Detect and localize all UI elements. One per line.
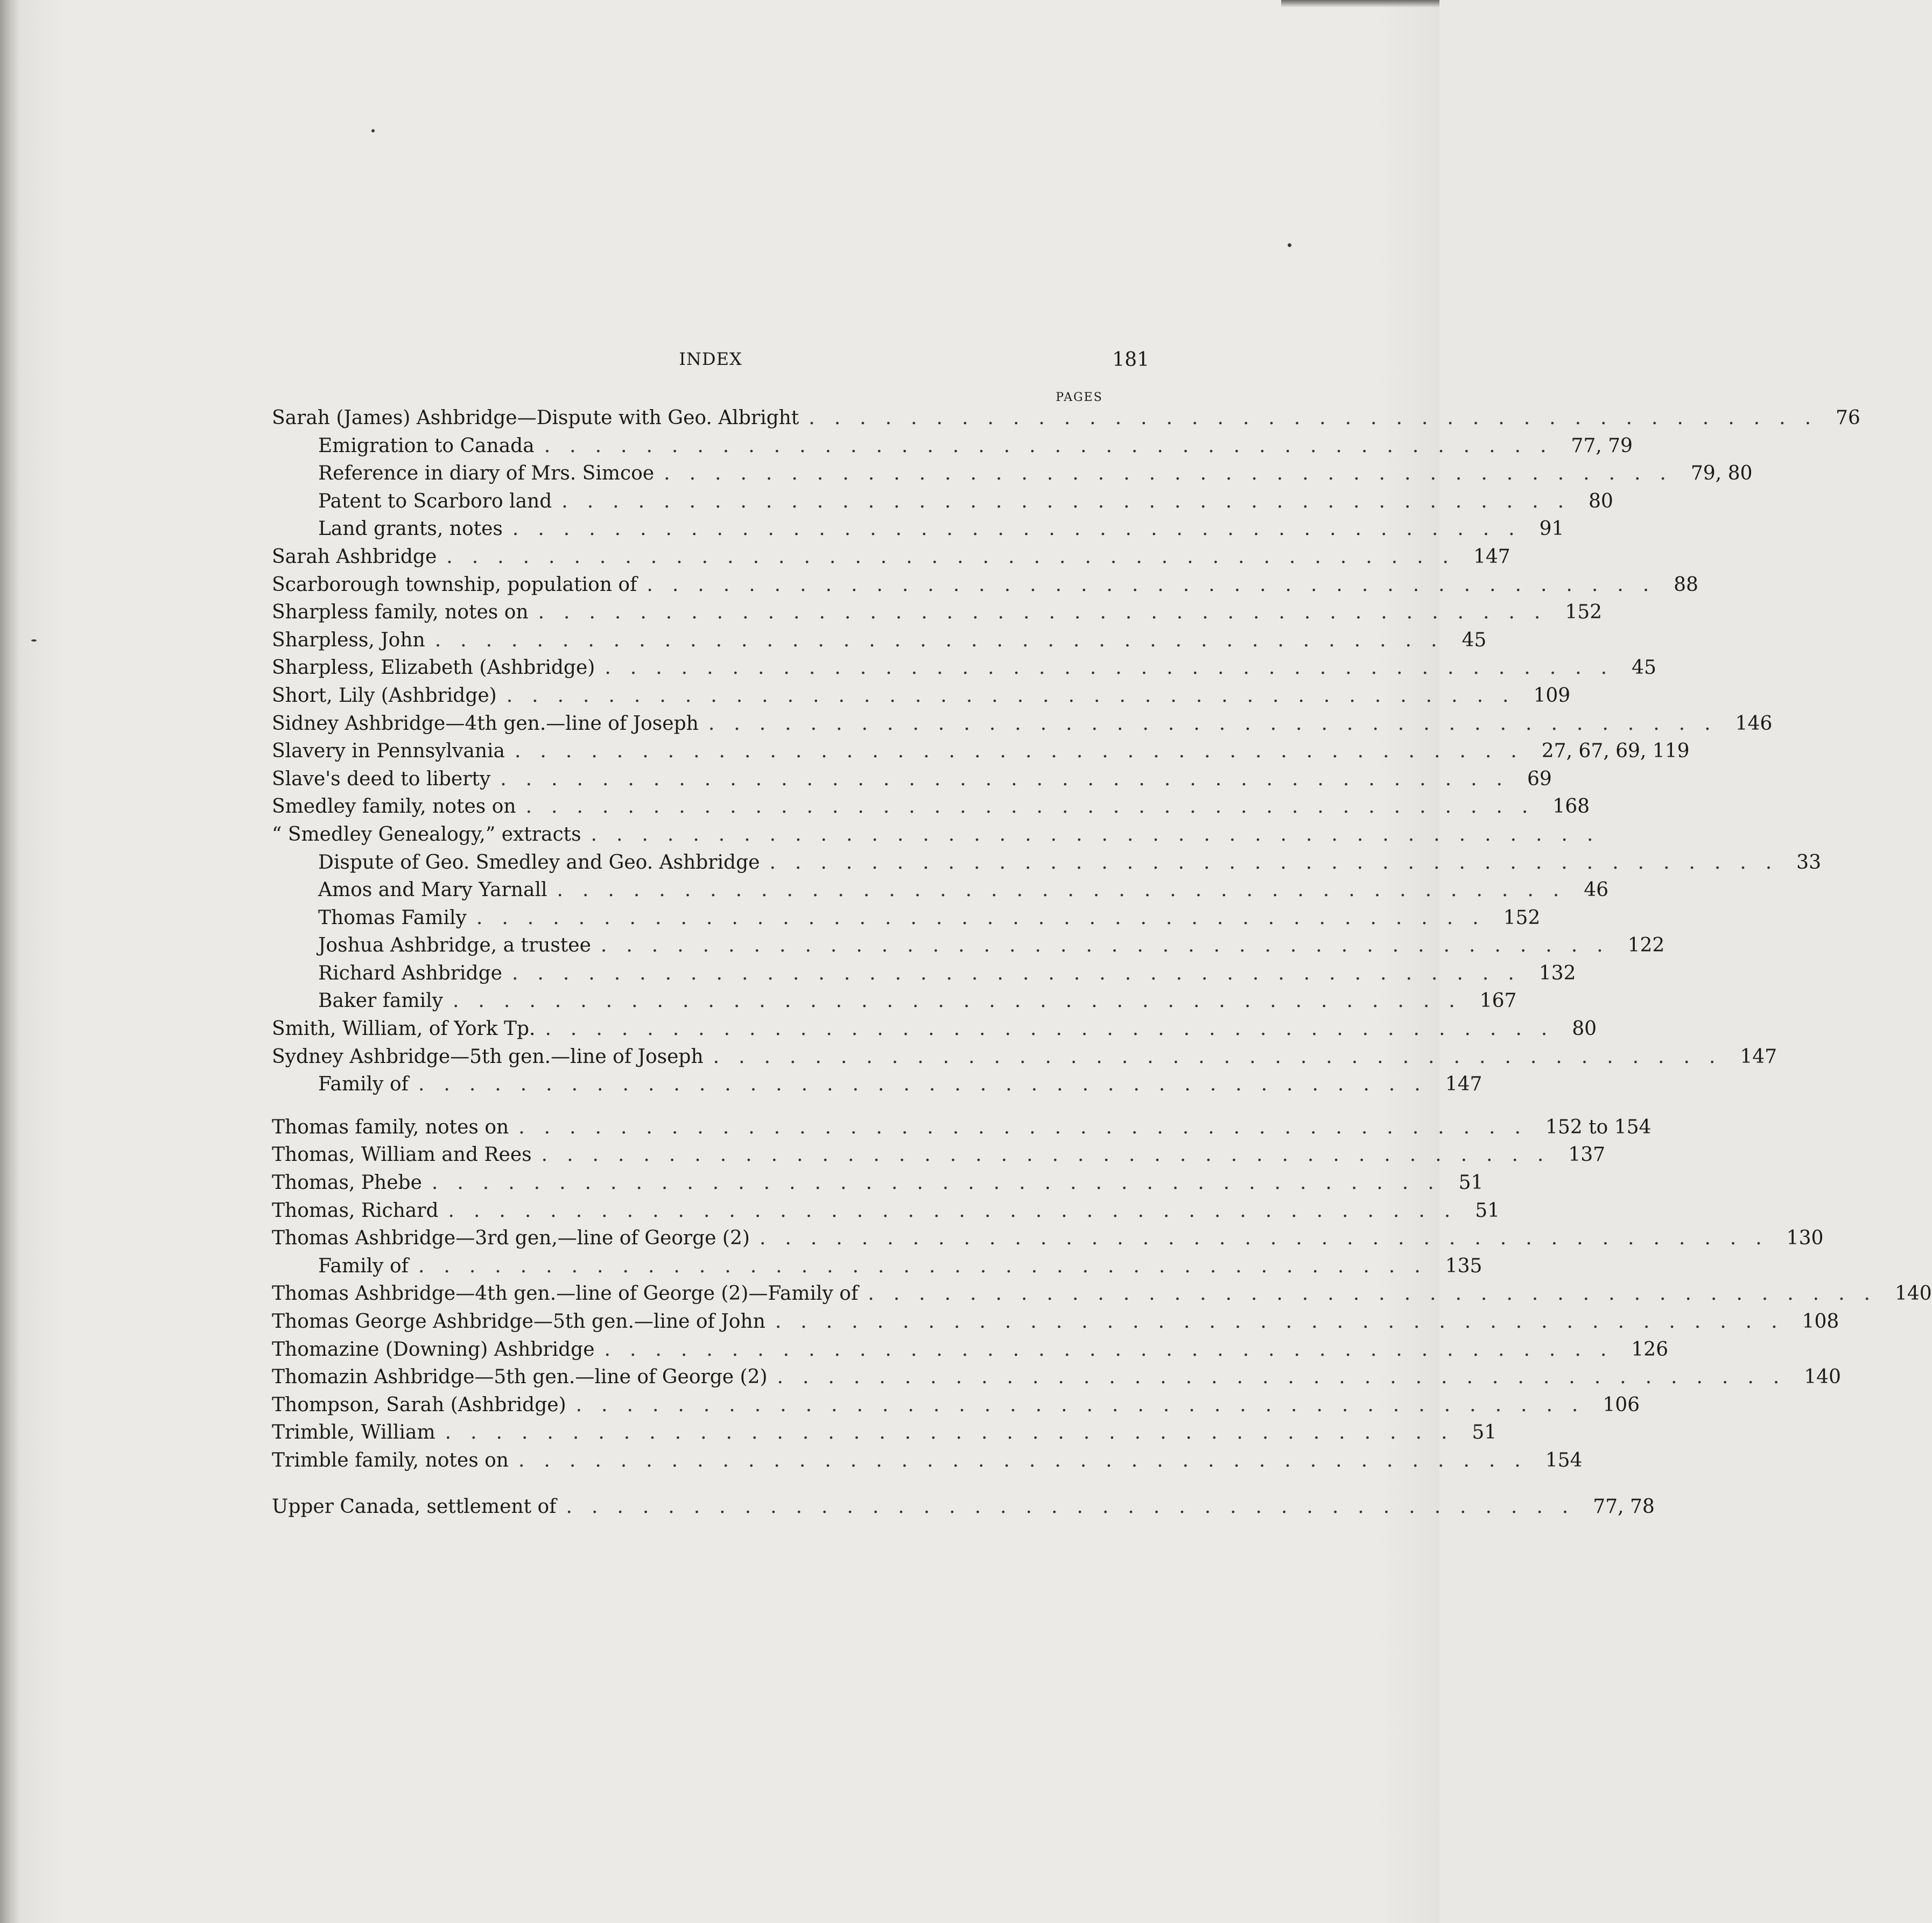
dot-leader: ........................................: [775, 1311, 1797, 1333]
dot-leader: ........................................: [708, 712, 1730, 735]
dot-leader: ........................................: [604, 1338, 1626, 1361]
index-entry: [272, 1045, 1778, 1074]
index-subentry: [272, 990, 1517, 1018]
dot-leader: ........................................: [575, 1393, 1598, 1416]
dot-leader: ........................................: [518, 1116, 1540, 1138]
entry-pages: 51: [1458, 1172, 1484, 1194]
dot-leader: ........................................: [591, 823, 1613, 846]
entry-label: Amos and Mary Yarnall: [318, 879, 547, 901]
entry-pages: 146: [1735, 712, 1773, 735]
dot-leader: ........................................: [431, 1172, 1453, 1194]
dot-leader: ........................................: [448, 1199, 1470, 1222]
index-entry: [272, 1227, 1824, 1255]
index-entries: [272, 407, 1932, 1523]
index-entry: [272, 657, 1656, 685]
dot-leader: ........................................: [809, 407, 1831, 429]
entry-pages: 27, 67, 69, 119: [1541, 740, 1690, 763]
section-gap: [272, 1101, 1149, 1116]
index-entry: [272, 545, 1511, 574]
dot-leader: ........................................: [777, 1366, 1799, 1389]
index-subentry: [272, 962, 1576, 990]
dot-leader: ........................................: [557, 879, 1579, 901]
entry-label: Thomas, Phebe: [272, 1172, 422, 1194]
running-header: [272, 349, 1149, 381]
dot-leader: ........................................: [511, 962, 1534, 984]
index-subentry: [272, 1255, 1483, 1283]
entry-pages: 147: [1740, 1045, 1778, 1068]
dot-leader: ........................................: [544, 434, 1566, 457]
index-subentry: [272, 879, 1609, 907]
pages-column-label: PAGES: [1056, 391, 1103, 404]
entry-label: Thomas Ashbridge—3rd gen,—line of George (2): [272, 1227, 750, 1250]
dot-leader: ........................................: [518, 1449, 1540, 1471]
index-subentry: [272, 1073, 1483, 1101]
speck-mark: [1288, 243, 1291, 247]
section-gap: [272, 1477, 1149, 1496]
entry-label: Dispute of Geo. Smedley and Geo. Ashbridge: [318, 851, 760, 874]
dot-leader: ........................................: [525, 795, 1548, 818]
entry-pages: 140: [1895, 1283, 1932, 1305]
entry-label: “ Smedley Genealogy,” extracts: [272, 823, 581, 846]
index-entry: [272, 1144, 1606, 1172]
entry-label: Slavery in Pennsylvania: [272, 740, 505, 763]
dot-leader: ........................................: [512, 518, 1534, 540]
index-entry: [272, 1283, 1932, 1311]
entry-pages: 33: [1796, 851, 1821, 874]
index-entry: [272, 1366, 1841, 1394]
entry-label: Sharpless family, notes on: [272, 601, 529, 624]
dot-leader: ........................................: [605, 657, 1627, 679]
entry-pages: 45: [1632, 657, 1656, 679]
entry-pages: 46: [1584, 879, 1609, 901]
dot-leader: ........................................: [759, 1227, 1781, 1250]
entry-label: Thomas family, notes on: [272, 1116, 509, 1138]
page-top-edge: [1281, 0, 1439, 8]
index-subentry: [272, 462, 1753, 490]
entry-label: Thomas Family: [318, 906, 467, 929]
dot-leader: ........................................: [769, 851, 1792, 874]
index-entry: [272, 1018, 1597, 1046]
entry-label: Sarah (James) Ashbridge—Dispute with Geo. Albright: [272, 407, 799, 429]
entry-pages: 137: [1568, 1144, 1606, 1166]
entry-label: Trimble family, notes on: [272, 1449, 509, 1471]
speck-mark: [371, 129, 375, 132]
entry-label: Baker family: [318, 990, 443, 1012]
entry-label: Family of: [318, 1255, 409, 1277]
entry-label: Upper Canada, settlement of: [272, 1495, 557, 1518]
entry-pages: 79, 80: [1690, 462, 1753, 485]
entry-pages: 154: [1545, 1449, 1583, 1471]
dot-leader: ........................................: [664, 462, 1685, 485]
index-entry: [272, 795, 1590, 823]
dot-leader: ........................................: [506, 684, 1528, 707]
entry-label: Richard Ashbridge: [318, 962, 502, 984]
entry-pages: 135: [1445, 1255, 1483, 1277]
entry-label: Thomas, William and Rees: [272, 1144, 532, 1166]
entry-label: Family of: [318, 1073, 409, 1096]
index-entry: [272, 1495, 1655, 1524]
entry-pages: 122: [1627, 934, 1665, 957]
entry-pages: 51: [1475, 1199, 1500, 1222]
entry-label: Thomas Ashbridge—4th gen.—line of George (2)—Family of: [272, 1283, 859, 1305]
entry-label: Short, Lily (Ashbridge): [272, 684, 497, 707]
index-entry: [272, 1449, 1583, 1477]
entry-pages: 152: [1565, 601, 1603, 624]
dot-leader: ........................................: [561, 490, 1584, 512]
entry-pages: 80: [1572, 1018, 1597, 1040]
entry-pages: 152 to 154: [1545, 1116, 1652, 1138]
index-subentry: [272, 934, 1665, 962]
dot-leader: ........................................: [566, 1495, 1588, 1518]
entry-pages: 91: [1539, 518, 1564, 540]
index-entry: [272, 684, 1571, 713]
entry-label: Thompson, Sarah (Ashbridge): [272, 1393, 566, 1416]
index-subentry: [272, 518, 1564, 546]
entry-pages: 126: [1631, 1338, 1668, 1361]
dot-leader: ........................................: [600, 934, 1622, 957]
dot-leader: ........................................: [541, 1144, 1563, 1166]
entry-label: Thomazine (Downing) Ashbridge: [272, 1338, 595, 1361]
index-entry: [272, 573, 1698, 602]
index-entry: [272, 1421, 1497, 1449]
index-entry: [272, 1338, 1668, 1366]
dot-leader: ........................................: [514, 740, 1536, 763]
entry-label: Sarah Ashbridge: [272, 545, 437, 568]
dot-leader: ........................................: [434, 629, 1457, 651]
entry-pages: 130: [1786, 1227, 1824, 1250]
index-entry: [272, 740, 1690, 768]
entry-pages: 152: [1503, 906, 1541, 929]
entry-label: Joshua Ashbridge, a trustee: [318, 934, 591, 957]
dot-leader: ........................................: [418, 1073, 1440, 1096]
entry-label: Sidney Ashbridge—4th gen.—line of Joseph: [272, 712, 699, 735]
index-entry: [272, 712, 1773, 741]
index-entry: [272, 1172, 1484, 1200]
index-entry: [272, 1199, 1500, 1228]
entry-label: Patent to Scarboro land: [318, 490, 552, 512]
entry-label: Thomazin Ashbridge—5th gen.—line of George (2): [272, 1366, 768, 1389]
entry-pages: 76: [1836, 407, 1860, 429]
entry-label: Emigration to Canada: [318, 434, 535, 457]
entry-label: Sharpless, Elizabeth (Ashbridge): [272, 657, 595, 679]
index-entry: [272, 823, 1613, 851]
entry-pages: 80: [1589, 490, 1613, 512]
index-entry: [272, 1116, 1652, 1144]
entry-pages: 77, 79: [1571, 434, 1633, 457]
dot-leader: ........................................: [868, 1283, 1889, 1305]
dot-leader: ........................................: [446, 545, 1468, 568]
dot-leader: ........................................: [445, 1421, 1467, 1444]
index-subentry: [272, 906, 1541, 935]
entry-pages: 51: [1472, 1421, 1497, 1444]
index-entry: [272, 601, 1603, 629]
entry-pages: 69: [1527, 767, 1552, 790]
dot-leader: ........................................: [545, 1018, 1567, 1040]
entry-label: Sydney Ashbridge—5th gen.—line of Joseph: [272, 1045, 704, 1068]
entry-pages: 147: [1473, 545, 1511, 568]
entry-label: Thomas, Richard: [272, 1199, 439, 1222]
entry-label: Smedley family, notes on: [272, 795, 516, 818]
entry-label: Sharpless, John: [272, 629, 425, 651]
dot-leader: ........................................: [418, 1255, 1440, 1277]
entry-pages: 45: [1462, 629, 1487, 651]
entry-pages: 108: [1802, 1311, 1839, 1333]
index-entry: [272, 1393, 1640, 1422]
index-entry: [272, 1311, 1839, 1339]
entry-label: Scarborough township, population of: [272, 573, 637, 596]
dot-leader: ........................................: [538, 601, 1560, 624]
entry-label: Smith, William, of York Tp.: [272, 1018, 536, 1040]
entry-label: Trimble, William: [272, 1421, 435, 1444]
page-binding-shadow: [0, 0, 18, 1923]
entry-label: Reference in diary of Mrs. Simcoe: [318, 462, 655, 485]
index-subentry: [272, 434, 1633, 463]
index-entry: [272, 767, 1552, 796]
entry-pages: 132: [1538, 962, 1576, 984]
entry-pages: 140: [1804, 1366, 1841, 1389]
entry-pages: 109: [1533, 684, 1571, 707]
dot-leader: ........................................: [476, 906, 1498, 929]
speck-mark: [31, 639, 37, 642]
page-number: 181: [1112, 349, 1149, 371]
dot-leader: ........................................: [713, 1045, 1735, 1068]
dot-leader: ........................................: [452, 990, 1474, 1012]
dot-leader: ........................................: [500, 767, 1522, 790]
entry-pages: 77, 78: [1593, 1495, 1655, 1518]
index-entry: [272, 629, 1487, 657]
page-title: INDEX: [679, 349, 742, 369]
entry-pages: 106: [1603, 1393, 1640, 1416]
entry-label: Land grants, notes: [318, 518, 503, 540]
entry-pages: 167: [1479, 990, 1517, 1012]
entry-pages: 88: [1674, 573, 1698, 596]
index-subentry: [272, 490, 1613, 518]
entry-pages: 168: [1552, 795, 1590, 818]
entry-pages: 147: [1445, 1073, 1483, 1096]
index-entry: [272, 407, 1860, 435]
entry-label: Thomas George Ashbridge—5th gen.—line of John: [272, 1311, 765, 1333]
index-subentry: [272, 851, 1821, 879]
dot-leader: ........................................: [647, 573, 1669, 596]
entry-label: Slave's deed to liberty: [272, 767, 491, 790]
